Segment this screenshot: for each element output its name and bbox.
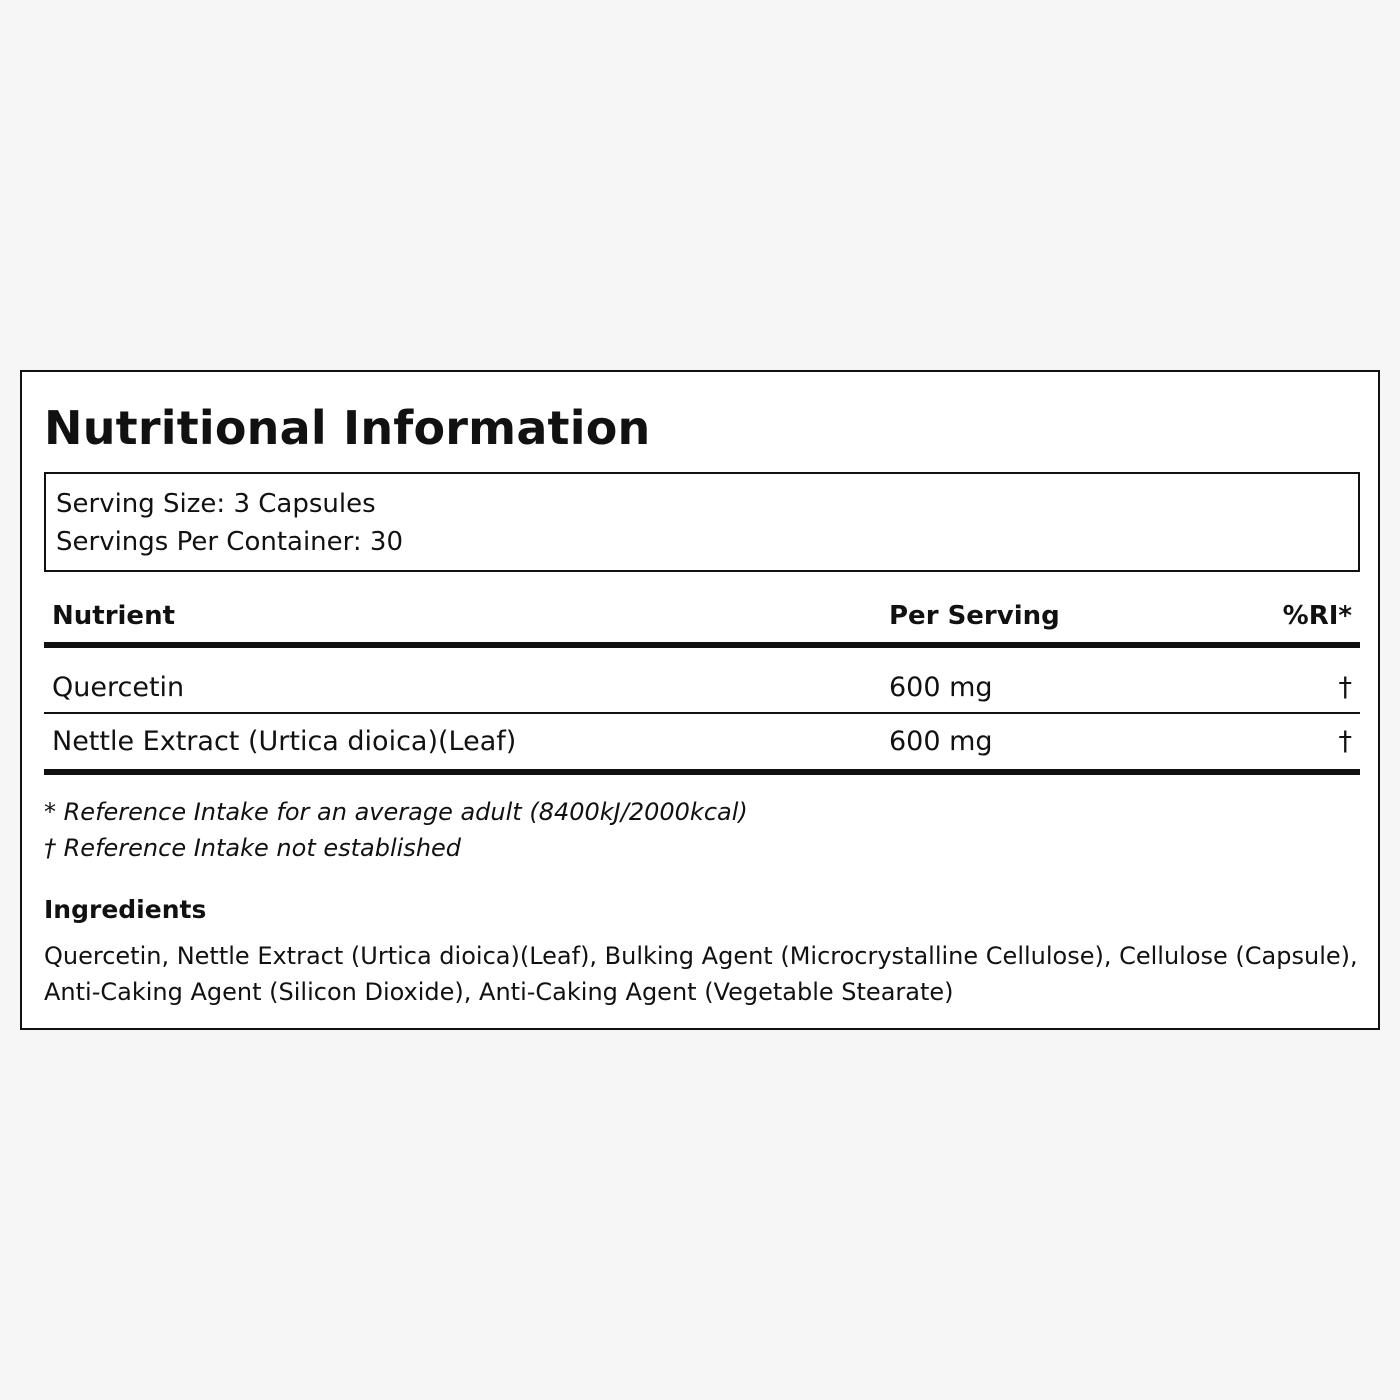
nutrition-panel — [20, 370, 1380, 1030]
ingredients-text: Quercetin, Nettle Extract (Urtica dioica)(Leaf), Bulking Agent (Microcrystalline Cellulose), Cellulose (Capsule), Anti-Caking Agent (Silicon Dioxide), Anti-Caking Agent (Vegetable Stearate) — [44, 942, 1358, 1006]
table-row — [44, 648, 1360, 714]
table-row — [44, 714, 1360, 775]
footnote-reference-intake: * Reference Intake for an average adult (8400kJ/2000kcal) — [44, 798, 748, 826]
nutrient-table — [44, 594, 1360, 775]
panel-title: Nutritional Information — [44, 401, 651, 455]
nutrient-ri: † — [1338, 726, 1352, 757]
table-header-row — [44, 594, 1360, 648]
ingredients-heading: Ingredients — [44, 895, 207, 924]
nutrient-name: Nettle Extract (Urtica dioica)(Leaf) — [52, 726, 517, 757]
nutrient-name: Quercetin — [52, 672, 185, 703]
footnote-not-established: † Reference Intake not established — [44, 834, 462, 862]
serving-info-box — [44, 472, 1360, 572]
nutrient-amount: 600 mg — [889, 672, 993, 703]
servings-per-container: Servings Per Container: 30 — [56, 527, 404, 557]
header-nutrient: Nutrient — [52, 601, 176, 631]
nutrient-ri: † — [1338, 672, 1352, 703]
header-ri: %RI* — [1282, 601, 1352, 631]
nutrient-amount: 600 mg — [889, 726, 993, 757]
header-per-serving: Per Serving — [889, 601, 1060, 631]
serving-size: Serving Size: 3 Capsules — [56, 489, 376, 519]
